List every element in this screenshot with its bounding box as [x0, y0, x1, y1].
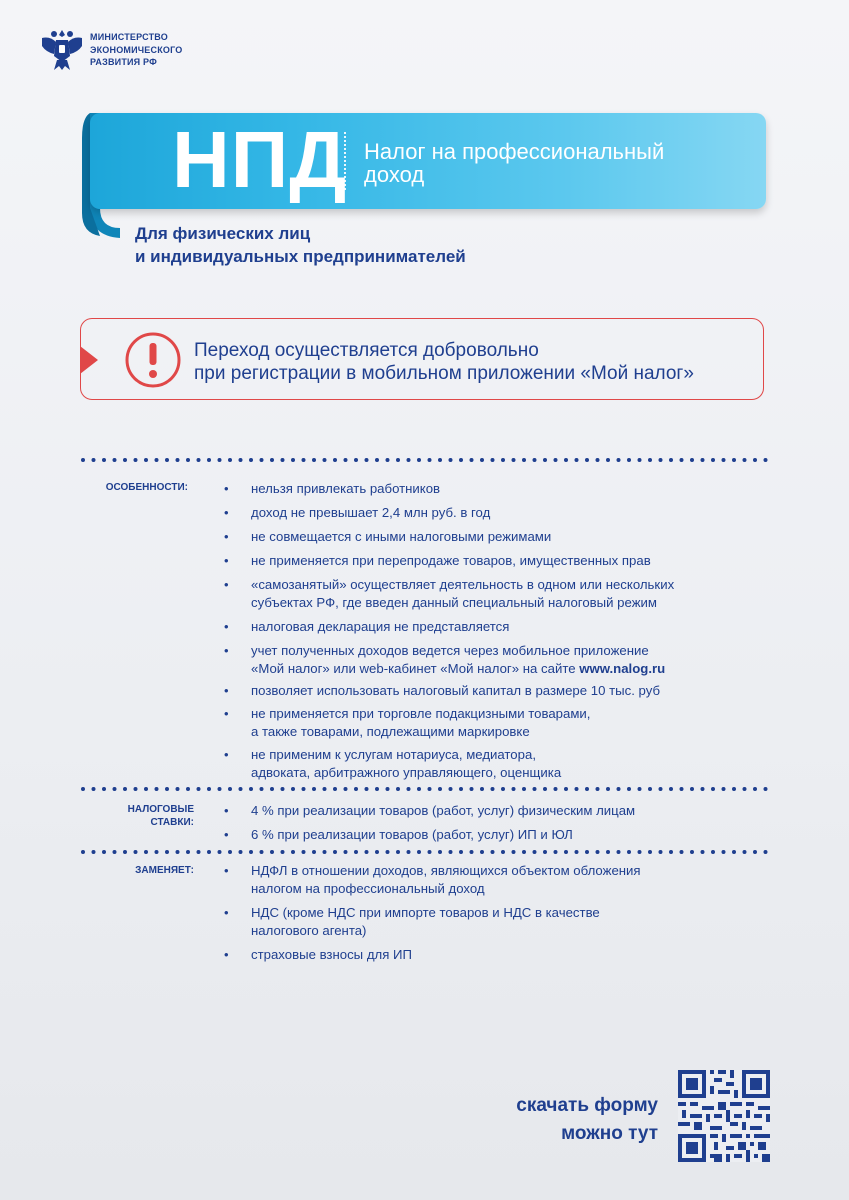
rates-label-line-1: НАЛОГОВЫЕ	[127, 804, 194, 815]
exclamation-circle-icon	[124, 331, 182, 389]
banner-title-line-1: Налог на профессиональный	[364, 139, 665, 164]
rates-label-line-2: СТАВКИ:	[150, 817, 194, 828]
rates-label	[80, 803, 194, 829]
replaces-list	[222, 862, 641, 964]
page-subtitle	[135, 222, 466, 268]
subtitle-line-1: Для физических лиц	[135, 224, 311, 243]
ministry-line-1: МИНИСТЕРСТВО	[90, 32, 168, 42]
download-form-link[interactable]	[480, 1092, 658, 1148]
qr-code-icon[interactable]	[678, 1070, 770, 1162]
list-item: • страховые взносы для ИП	[222, 946, 641, 964]
list-item: • «самозанятый» осуществляет деятельность в одном или нескольких субъектах РФ, где введен данный специальный налоговый режим	[222, 576, 674, 612]
features-label: ОСОБЕННОСТИ:	[105, 482, 188, 493]
list-item: • позволяет использовать налоговый капитал в размере 10 тыс. руб	[222, 682, 674, 700]
rates-list	[222, 802, 635, 844]
list-item: • не применяется при торговле подакцизными товарами, а также товарами, подлежащими маркировке	[222, 705, 674, 741]
dotted-divider	[80, 786, 770, 792]
ministry-line-3: РАЗВИТИЯ РФ	[90, 57, 158, 67]
list-item: • не применяется при перепродаже товаров, имущественных прав	[222, 552, 674, 570]
list-item: • нельзя привлекать работников	[222, 480, 674, 498]
notice-text	[194, 339, 694, 385]
list-item: • доход не превышает 2,4 млн руб. в год	[222, 504, 674, 522]
list-item: • не совмещается с иными налоговыми режимами	[222, 528, 674, 546]
dotted-divider	[80, 457, 770, 463]
notice-arrow-icon	[80, 346, 100, 374]
ministry-line-2: ЭКОНОМИЧЕСКОГО	[90, 44, 183, 55]
list-item: • 6 % при реализации товаров (работ, услуг) ИП и ЮЛ	[222, 826, 635, 844]
ministry-name	[90, 31, 182, 69]
subtitle-line-2: и индивидуальных предпринимателей	[135, 247, 466, 266]
nalog-website-link[interactable]: www.nalog.ru	[579, 661, 666, 676]
replaces-label: ЗАМЕНЯЕТ:	[135, 865, 194, 876]
banner-divider	[344, 132, 346, 190]
dotted-divider	[80, 849, 770, 855]
list-item: • учет полученных доходов ведется через мобильное приложение «Мой налог» или web-кабинет «Мой налог» на сайте www.nalog.ru	[222, 642, 674, 678]
banner-title	[364, 140, 744, 186]
list-item: • налоговая декларация не представляется	[222, 618, 674, 636]
download-line-1: скачать форму	[516, 1095, 658, 1116]
features-list	[222, 480, 674, 782]
list-item: • НДФЛ в отношении доходов, являющихся объектом обложения налогом на профессиональный доход	[222, 862, 641, 898]
notice-line-1: Переход осуществляется добровольно	[194, 340, 539, 361]
double-headed-eagle-icon	[40, 26, 84, 72]
download-line-2: можно тут	[561, 1123, 658, 1144]
notice-line-2: при регистрации в мобильном приложении «Мой налог»	[194, 363, 694, 384]
list-item: • не применим к услугам нотариуса, медиатора, адвоката, арбитражного управляющего, оценщика	[222, 746, 674, 782]
banner-title-line-2: доход	[364, 162, 425, 187]
list-item: • 4 % при реализации товаров (работ, услуг) физическим лицам	[222, 802, 635, 820]
list-item: • НДС (кроме НДС при импорте товаров и НДС в качестве налогового агента)	[222, 904, 641, 940]
npd-abbreviation: НПД	[172, 115, 348, 204]
